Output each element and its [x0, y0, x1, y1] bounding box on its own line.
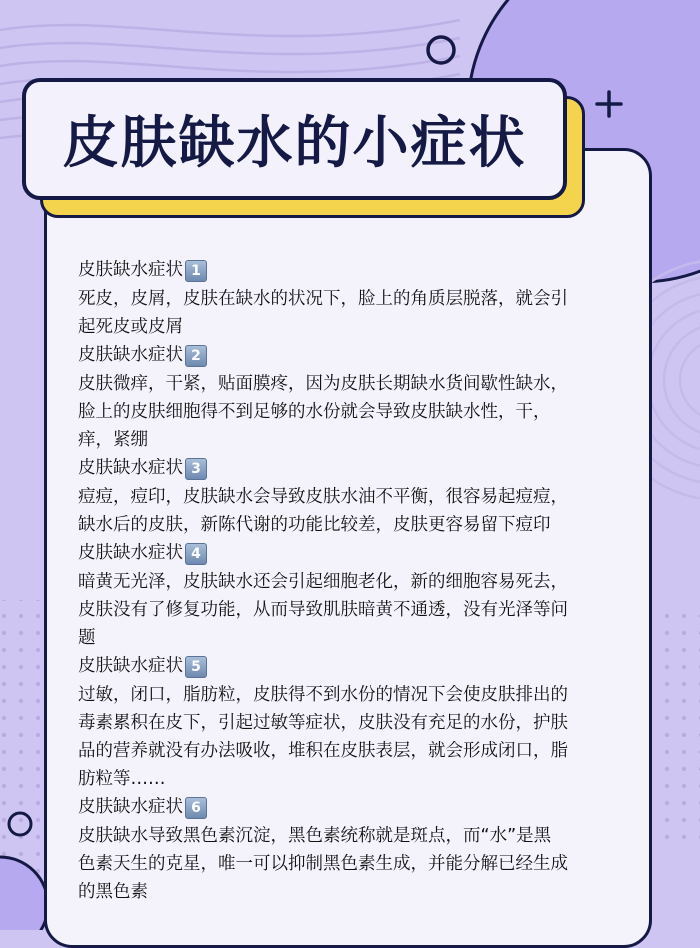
body-line: 皮肤缺水导致黑色素沉淀，黑色素统称就是斑点，而“水”是黑 [78, 826, 552, 846]
symptom-section [78, 341, 626, 454]
body-line: 题 [78, 628, 96, 648]
dot-pattern-right [654, 610, 700, 850]
symptom-section [78, 539, 626, 652]
section-heading-label: 皮肤缺水症状 [78, 458, 183, 478]
title-box [22, 78, 567, 200]
body-line: 皮肤微痒，干紧，贴面膜疼，因为皮肤长期缺水货间歇性缺水， [78, 374, 568, 394]
symptom-section [78, 652, 626, 793]
body-line: 起死皮或皮屑 [78, 317, 183, 337]
number-badge: 4 [185, 543, 207, 565]
body-line: 死皮，皮屑，皮肤在缺水的状况下，脸上的角质层脱落，就会引 [78, 289, 568, 309]
body-line: 痒，紧绷 [78, 430, 148, 450]
body-line: 脸上的皮肤细胞得不到足够的水份就会导致皮肤缺水性，干， [78, 402, 551, 422]
section-body [78, 681, 626, 793]
section-body [78, 568, 626, 652]
body-line: 色素天生的克星，唯一可以抑制黑色素生成，并能分解已经生成 [78, 854, 568, 874]
symptom-section [78, 454, 626, 539]
section-heading-label: 皮肤缺水症状 [78, 543, 183, 563]
number-badge: 6 [185, 797, 207, 819]
number-badge: 3 [185, 458, 207, 480]
body-line: 品的营养就没有办法吸收，堆积在皮肤表层，就会形成闭口，脂 [78, 741, 568, 761]
section-heading [78, 652, 626, 681]
section-heading-label: 皮肤缺水症状 [78, 656, 183, 676]
symptom-list [78, 256, 626, 906]
section-heading-label: 皮肤缺水症状 [78, 345, 183, 365]
body-line: 痘痘，痘印，皮肤缺水会导致皮肤水油不平衡，很容易起痘痘， [78, 487, 568, 507]
section-body [78, 483, 626, 539]
section-heading [78, 539, 626, 568]
symptom-section [78, 793, 626, 906]
symptom-section [78, 256, 626, 341]
section-heading-label: 皮肤缺水症状 [78, 797, 183, 817]
body-line: 肪粒等…… [78, 769, 166, 789]
section-heading [78, 256, 626, 285]
section-body [78, 370, 626, 454]
section-body [78, 822, 626, 906]
number-badge: 1 [185, 260, 207, 282]
section-heading [78, 793, 626, 822]
section-heading [78, 454, 626, 483]
body-line: 的黑色素 [78, 882, 148, 902]
section-heading [78, 341, 626, 370]
section-heading-label: 皮肤缺水症状 [78, 260, 183, 280]
body-line: 毒素累积在皮下，引起过敏等症状，皮肤没有充足的水份，护肤 [78, 713, 568, 733]
page-title: 皮肤缺水的小症状 [62, 111, 527, 176]
body-line: 缺水后的皮肤，新陈代谢的功能比较差，皮肤更容易留下痘印 [78, 515, 551, 535]
number-badge: 2 [185, 345, 207, 367]
body-line: 皮肤没有了修复功能，从而导致肌肤暗黄不通透，没有光泽等问 [78, 600, 568, 620]
number-badge: 5 [185, 656, 207, 678]
body-line: 暗黄无光泽，皮肤缺水还会引起细胞老化，新的细胞容易死去， [78, 572, 568, 592]
section-body [78, 285, 626, 341]
body-line: 过敏，闭口，脂肪粒，皮肤得不到水份的情况下会使皮肤排出的 [78, 685, 568, 705]
dot-pattern-left [0, 600, 44, 900]
